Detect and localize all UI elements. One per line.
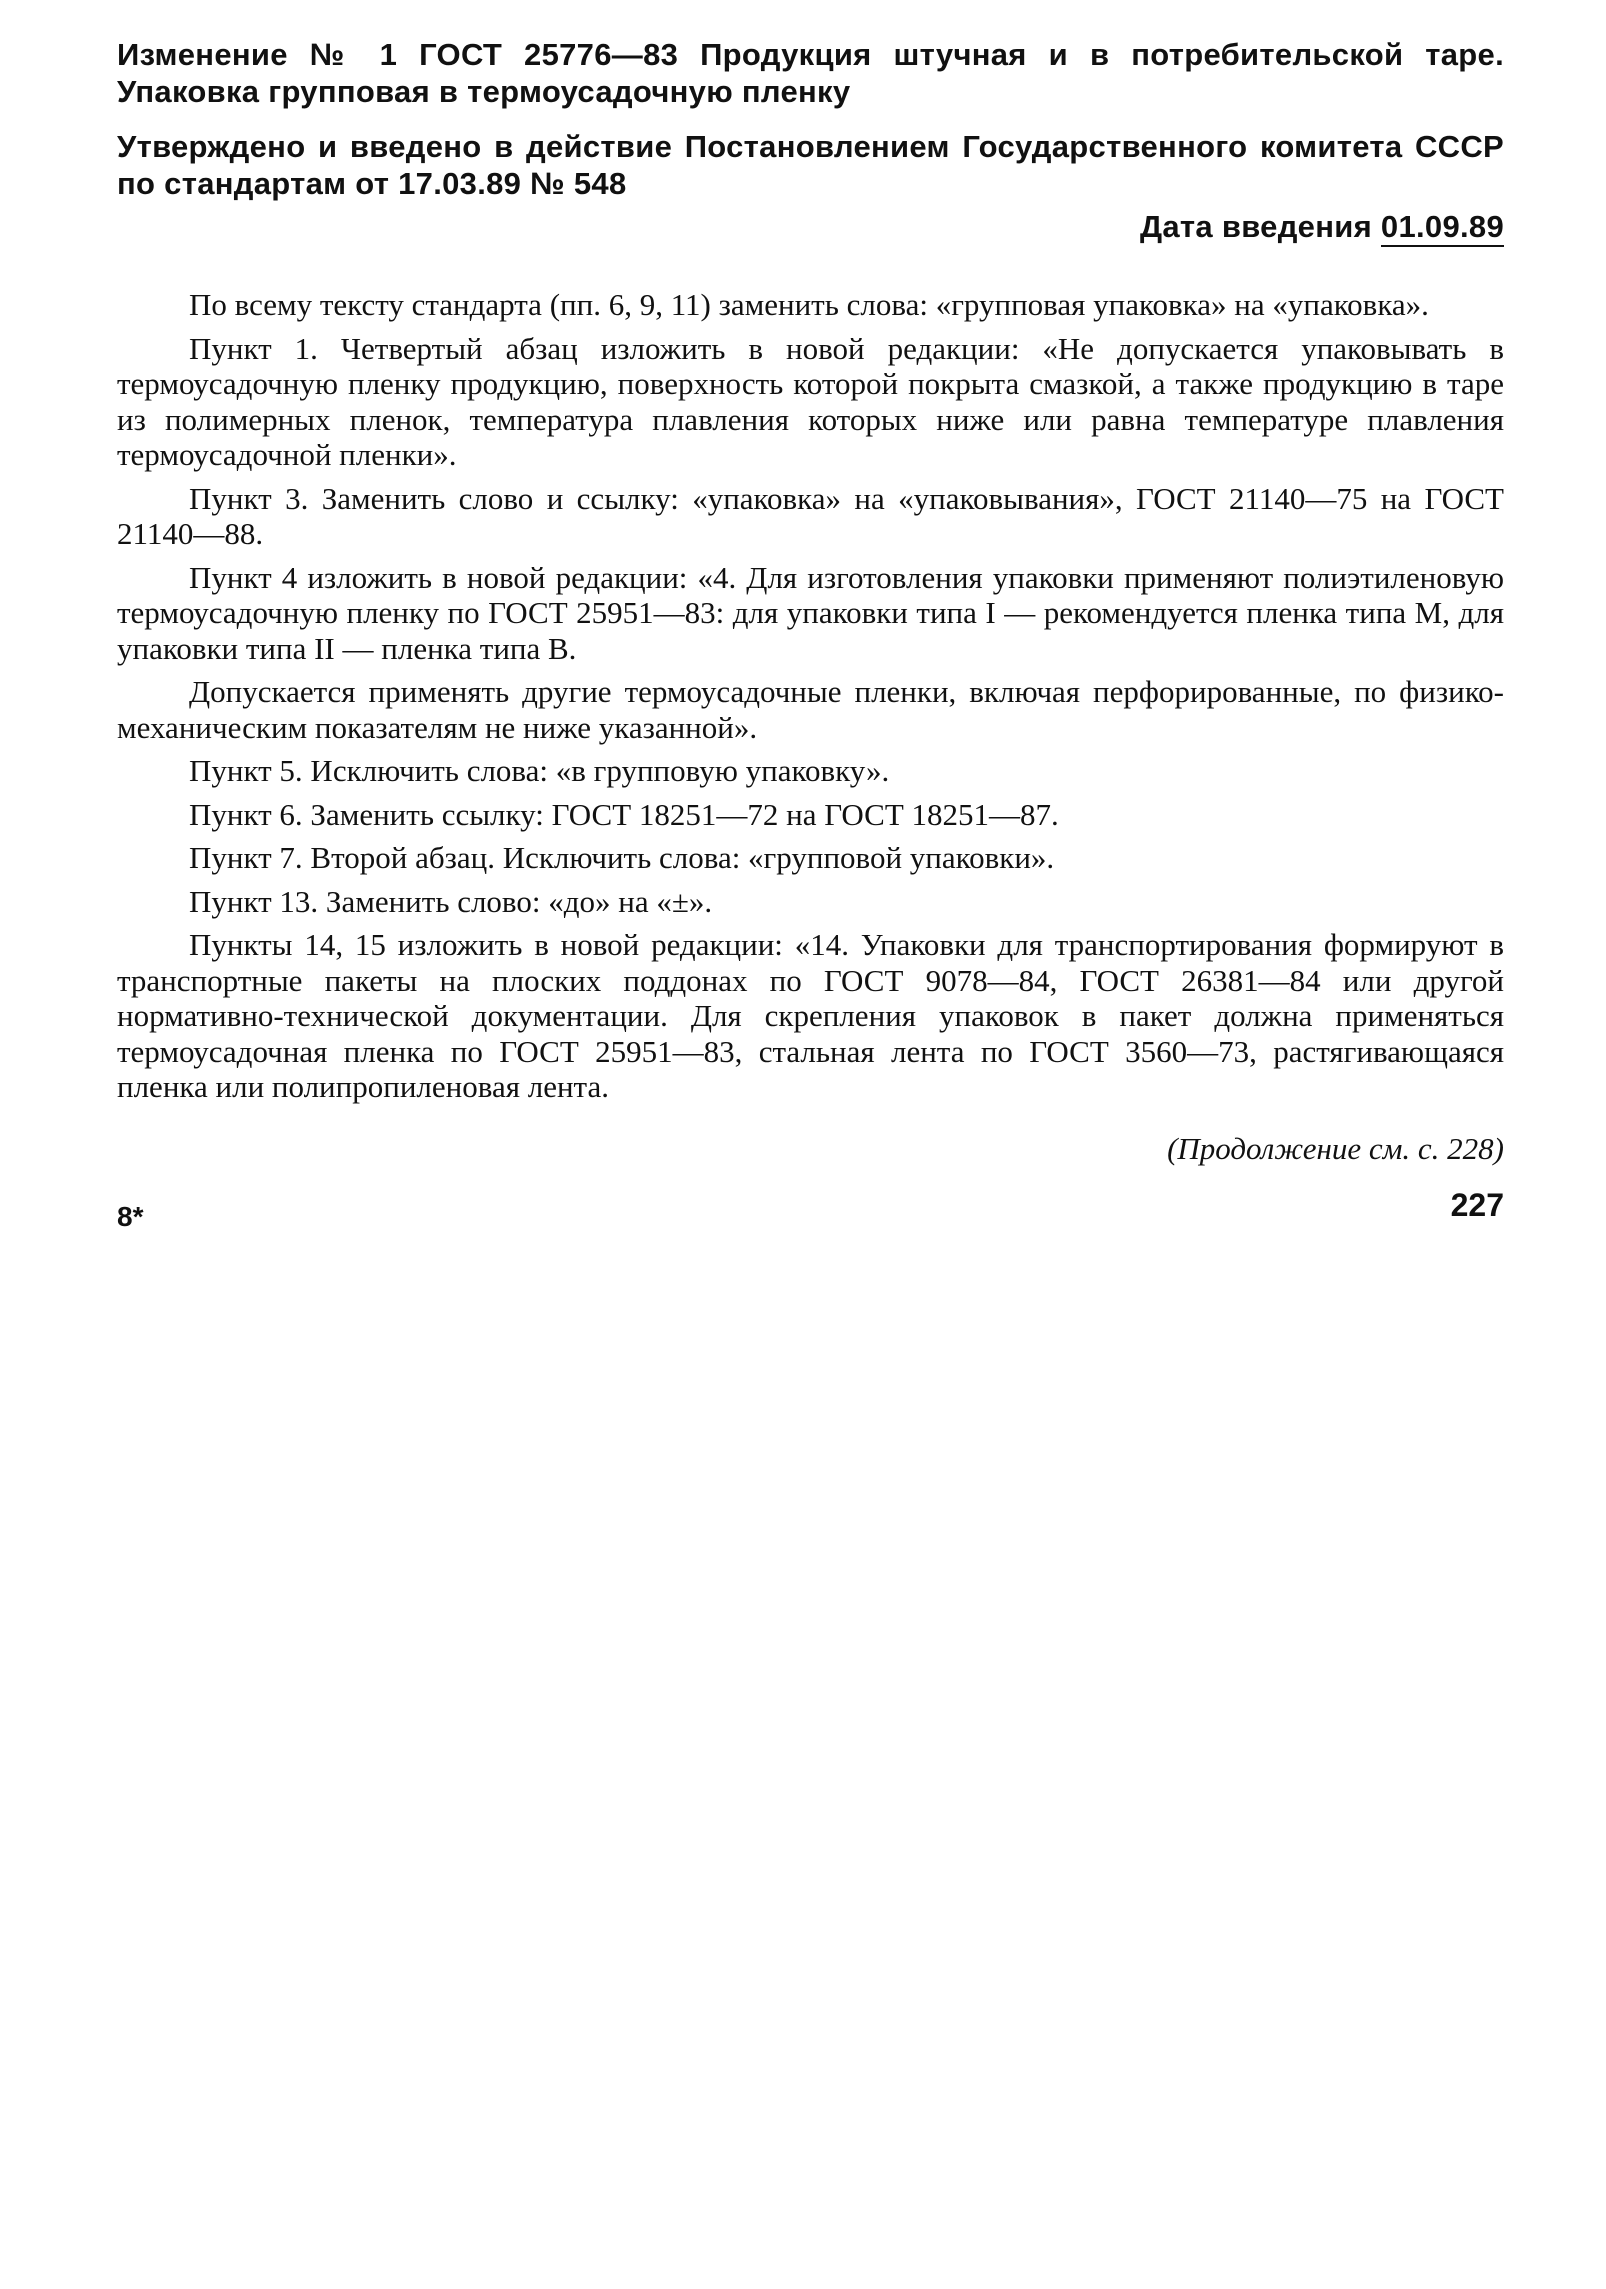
paragraph: Пункт 3. Заменить слово и ссылку: «упаковка» на «упаковывания», ГОСТ 21140—75 на ГОСТ 21140—88. (117, 480, 1504, 551)
paragraph: Пункт 4 изложить в новой редакции: «4. Для изготовления упаковки применяют полиэтиленовую термоусадочную пленку по ГОСТ 25951—83: для упаковки типа I — рекомендуется пленка типа М, для упаковки типа II — пленка типа В. (117, 559, 1504, 666)
page-footer (117, 1187, 1504, 1237)
approval-statement: Утверждено и введено в действие Постановлением Государственного комитета СССР по стандартам от 17.03.89 № 548 (117, 129, 1504, 201)
document-page (117, 36, 1504, 1237)
effective-date-line (117, 208, 1504, 245)
document-title: Изменение № 1 ГОСТ 25776—83 Продукция штучная и в потребительской таре. Упаковка групповая в термоусадочную пленку (117, 37, 1504, 109)
sheet-mark: 8* (117, 1200, 144, 1232)
paragraph: Допускается применять другие термоусадочные пленки, включая перфорированные, по физико-механическим показателям не ниже указанной». (117, 674, 1504, 745)
effective-date-label: Дата введения (1140, 209, 1372, 244)
effective-date-value: 01.09.89 (1381, 209, 1504, 247)
paragraph: Пункт 5. Исключить слова: «в групповую упаковку». (189, 753, 890, 788)
paragraph: Пункт 6. Заменить ссылку: ГОСТ 18251—72 на ГОСТ 18251—87. (189, 796, 1059, 832)
paragraph: По всему тексту стандарта (пп. 6, 9, 11) заменить слова: «групповая упаковка» на «упаковка». (189, 287, 1429, 322)
paragraph: Пункт 7. Второй абзац. Исключить слова: «групповой упаковки». (189, 840, 1055, 875)
continuation-note: (Продолжение см. с. 228) (1167, 1130, 1504, 1166)
page-number: 227 (1450, 1186, 1504, 1223)
paragraph: Пункты 14, 15 изложить в новой редакции: «14. Упаковки для транспортирования формируют в транспортные пакеты на плоских поддонах по ГОСТ 9078—84, ГОСТ 26381—84 или другой нормативно-технической документации. Для скрепления упаковок в пакет должна применяться термоусадочная пленка по ГОСТ 25951—83, стальная лента по ГОСТ 3560—73, растягивающаяся пленка или полипропиленовая лента. (117, 927, 1504, 1104)
paragraph: Пункт 13. Заменить слово: «до» на «±». (189, 883, 713, 919)
amendment-body (117, 287, 1504, 1105)
paragraph: Пункт 1. Четвертый абзац изложить в новой редакции: «Не допускается упаковывать в термоусадочную пленку продукцию, поверхность которой покрыта смазкой, а также продукцию в таре из полимерных пленок, температура плавления которых ниже или равна температуре плавления термоусадочной пленки». (117, 330, 1504, 472)
